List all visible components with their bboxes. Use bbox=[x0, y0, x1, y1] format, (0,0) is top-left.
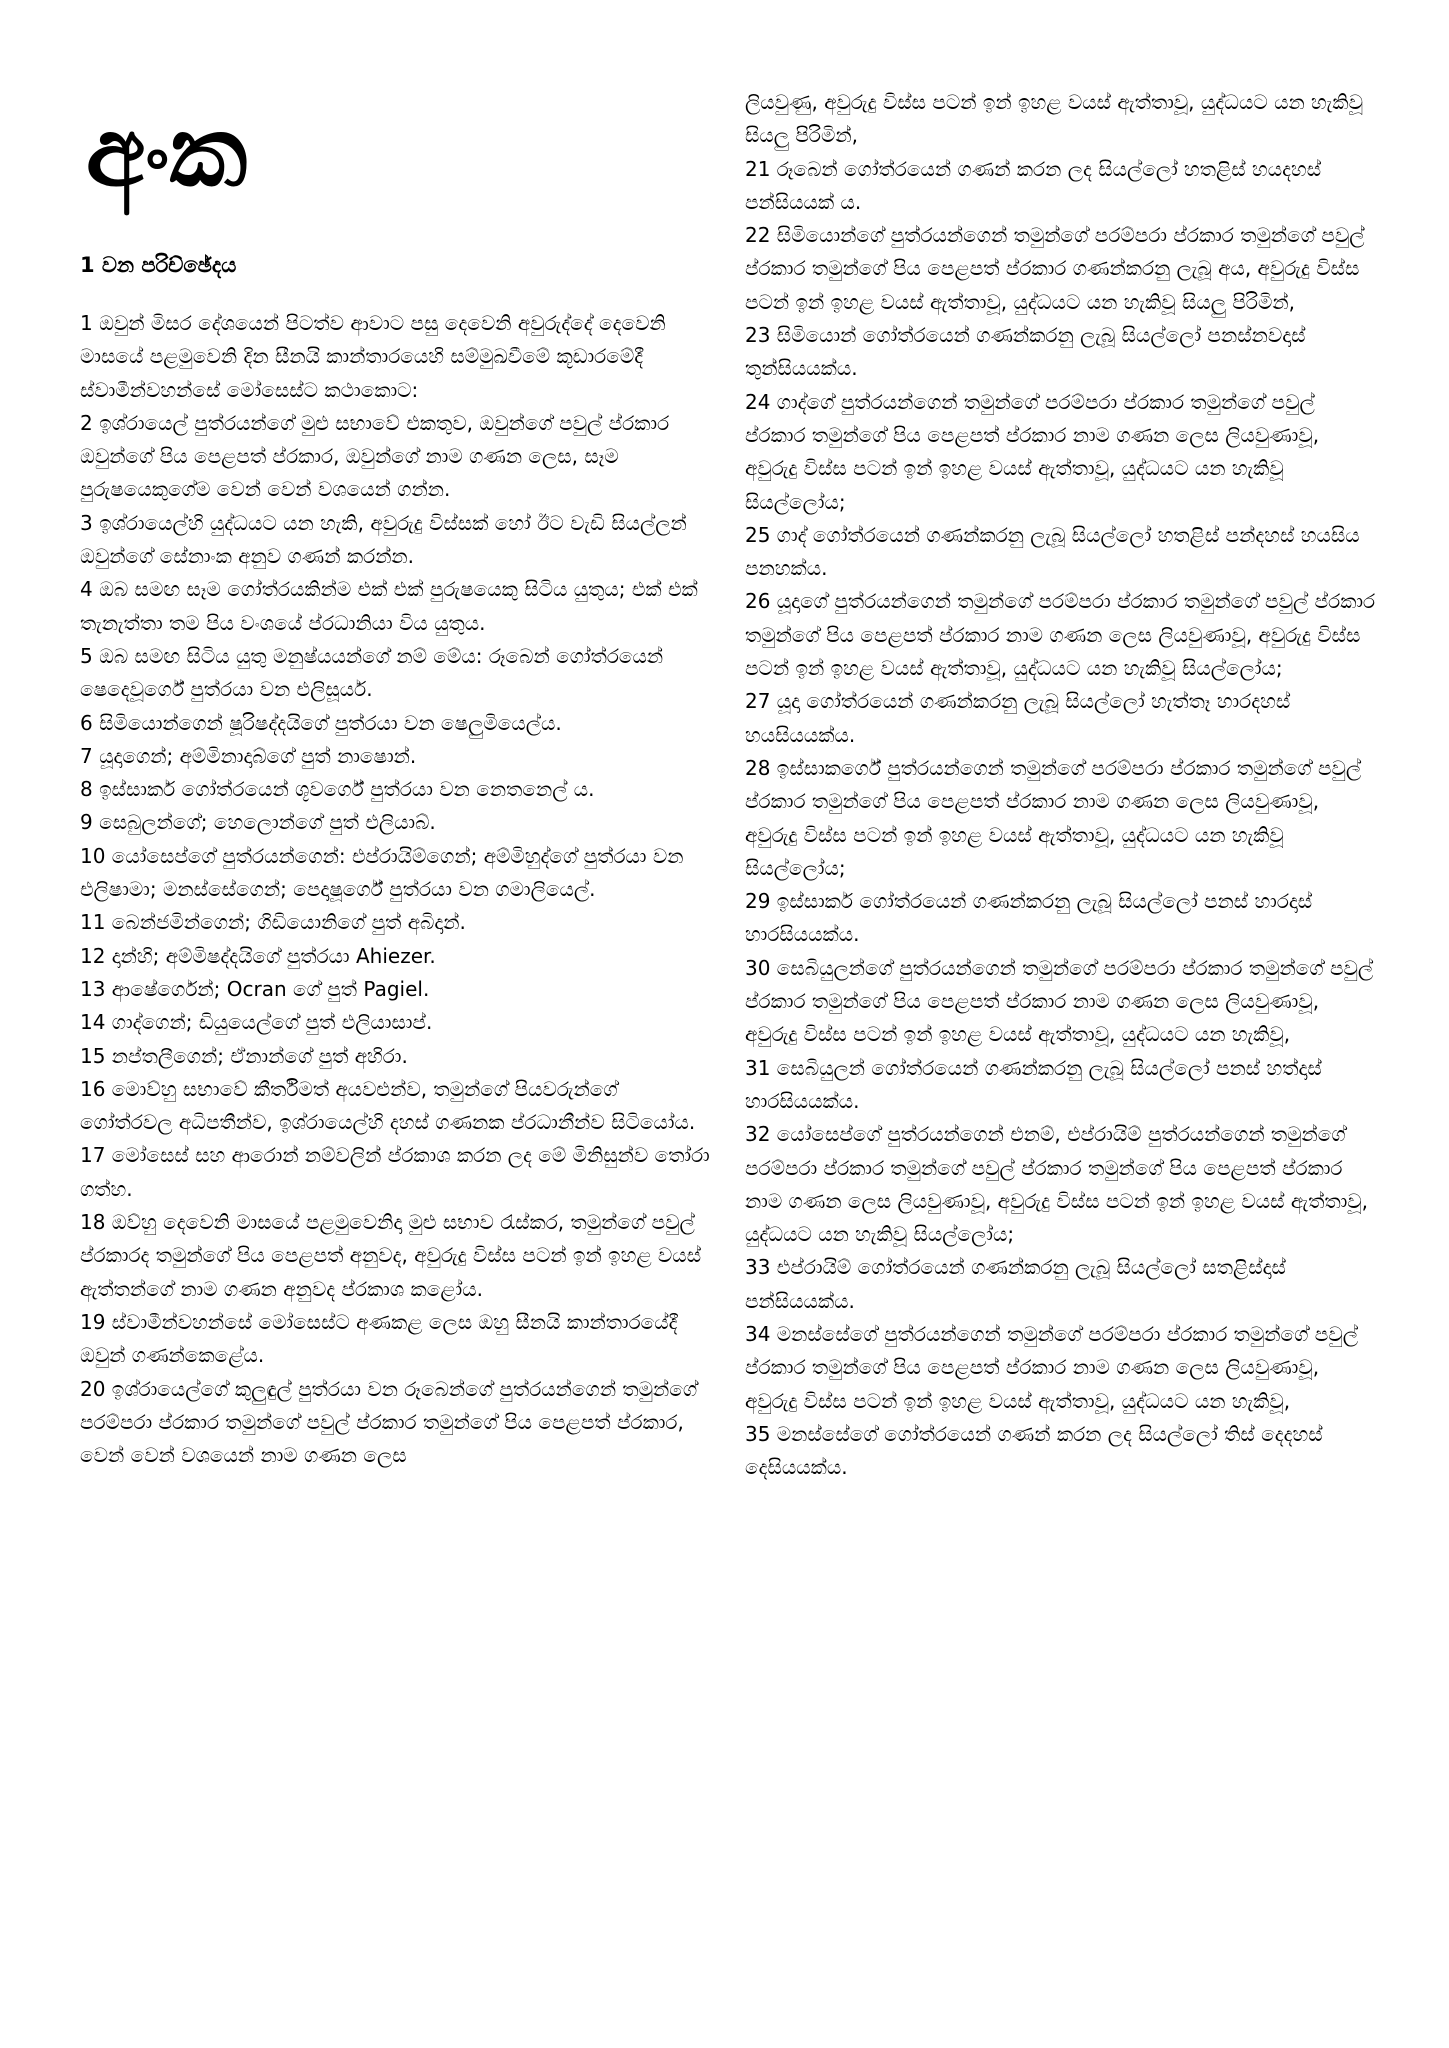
verse: 27 යූදා ගෝත්රයෙන් ගණන්කරනු ලැබූ සියල්ලෝ හැත්තෑ හාරදහස් හයසියයක්ය. bbox=[745, 689, 1291, 747]
verse: 23 සිමියොන් ගෝත්රයෙන් ගණන්කරනු ලැබූ සියල්ලෝ පනස්නවදාස් තුන්සියයක්ය. bbox=[745, 323, 1306, 381]
verse: 8 ඉස්සාකර් ගෝත්රයෙන් ශූවර්ගේ පුත්රයා වන නෙතනෙල් ය. bbox=[80, 777, 595, 802]
verse: 11 බෙන්ජමින්ගෙන්; ගිඩියොනිගේ පුත් අබිදාන්. bbox=[80, 910, 466, 935]
right-column bbox=[745, 86, 1377, 1484]
verse: 21 රූබෙන් ගෝත්රයෙන් ගණන් කරන ලද සියල්ලෝ හතළිස් හයදහස් පන්සියයක් ය. bbox=[745, 156, 1322, 214]
chapter-heading: 1 වන පරිච්ඡේදය bbox=[80, 253, 237, 277]
verse: 26 යූදාගේ පුත්රයන්ගෙන් තමුන්ගේ පරම්පරා ප්රකාර තමුන්ගේ පවුල් ප්රකාර තමුන්ගේ පිය පෙළපත් ප්රකාර නාම ගණන ලෙස ලියවුණාවූ, අවුරුදු විස්ස පටන් ඉන් ඉහළ වයස් ඇත්තාවූ, යුද්ධයට යන හැකිවූ සියල්ලෝය; bbox=[745, 589, 1376, 681]
verse: 1 ඔවුන් මිසර දේශයෙන් පිටත්ව ආවාට පසු දෙවෙනි අවුරුද්දේ දෙවෙනි මාසයේ පළමුවෙනි දින සීනයි කාන්තාරයෙහි සම්මුඛවීමේ කූඩාරමේදී ස්වාමීන්වහන්සේ මෝසෙස්ට කථාකොට: bbox=[80, 311, 666, 402]
verse: 4 ඔබ සමඟ සෑම ගෝත්රයකින්ම එක් එක් පුරුෂයෙකු සිටිය යුතුය; එක් එක් තැනැත්තා තම පිය වංශයේ ප්රධානියා විය යුතුය. bbox=[80, 577, 698, 635]
verse: 31 සෙබියුලන් ගෝත්රයෙන් ගණන්කරනු ලැබූ සියල්ලෝ පනස් හත්දාස් හාරසියයක්ය. bbox=[745, 1055, 1322, 1113]
verse: 30 සෙබියුලන්ගේ පුත්රයන්ගෙන් තමුන්ගේ පරම්පරා ප්රකාර තමුන්ගේ පවුල් ප්රකාර තමුන්ගේ පිය පෙළපත් ප්රකාර නාම ගණන ලෙස ලියවුණාවූ, අවුරුදු විස්ස පටන් ඉන් ඉහළ වයස් ඇත්තාවූ, යුද්ධයට යන හැකිවූ, bbox=[745, 955, 1374, 1047]
verse: 35 මනස්සේගේ ගෝත්රයෙන් ගණන් කරන ලද සියල්ලෝ තිස් දෙදහස් දෙසියයක්ය. bbox=[745, 1421, 1323, 1480]
verse: 7 යූදාගෙන්; අම්මිනාදාබ්ගේ පුත් නාෂොන්. bbox=[80, 743, 417, 768]
verse: 24 ගාද්ගේ පුත්රයන්ගෙන් තමුන්ගේ පරම්පරා ප්රකාර තමුන්ගේ පවුල් ප්රකාර තමුන්ගේ පිය පෙළපත් ප්රකාර නාම ගණන ලෙස ලියවුණාවූ, අවුරුදු විස්ස පටන් ඉන් ඉහළ වයස් ඇත්තාවූ, යුද්ධයට යන හැකිවූ සියල්ලෝය; bbox=[745, 389, 1320, 514]
verse: 22 සිමියොන්ගේ පුත්රයන්ගෙන් තමුන්ගේ පරම්පරා ප්රකාර තමුන්ගේ පවුල් ප්රකාර තමුන්ගේ පිය පෙළපත් ප්රකාර ගණන්කරනු ලැබූ අය, අවුරුදු විස්ස පටන් ඉන් ඉහළ වයස් ඇත්තාවූ, යුද්ධයට යන හැකිවූ සියලු පිරිමින්, bbox=[745, 223, 1365, 314]
verse: 25 ගාද් ගෝත්රයෙන් ගණන්කරනු ලැබූ සියල්ලෝ හතළිස් පන්දහස් හයසිය පනහක්ය. bbox=[745, 522, 1360, 581]
verse: 16 මොව්හු සභාවේ කීර්තිමත් අයවළුන්ව, තමුන්ගේ පියවරුන්ගේ ගෝත්රවල අධිපතීන්ව, ඉශ්රායෙල්හි දහස් ගණනක ප්රධානීන්ව සිටියෝය. bbox=[80, 1076, 696, 1135]
verse: 20 ඉශ්රායෙල්ගේ කුලුඳුල් පුත්රයා වන රූබෙන්ගේ පුත්රයන්ගෙන් තමුන්ගේ පරම්පරා ප්රකාර තමුන්ගේ පවුල් ප්රකාර තමුන්ගේ පිය පෙළපත් ප්රකාර, වෙන් වෙන් වශයෙන් නාම ගණන ලෙස bbox=[80, 1376, 698, 1468]
verse: 28 ඉස්සාකර්ගේ පුත්රයන්ගෙන් තමුන්ගේ පරම්පරා ප්රකාර තමුන්ගේ පවුල් ප්රකාර තමුන්ගේ පිය පෙළපත් ප්රකාර නාම ගණන ලෙස ලියවුණාවූ, අවුරුදු විස්ස පටන් ඉන් ඉහළ වයස් ඇත්තාවූ, යුද්ධයට යන හැකිවූ සියල්ලෝය; bbox=[745, 755, 1362, 880]
verse: 19 ස්වාමීන්වහන්සේ මෝසෙස්ට අණකළ ලෙස ඔහු සීනයි කාන්තාරයේදී ඔවුන් ගණන්කෙළේය. bbox=[80, 1309, 678, 1368]
left-column bbox=[80, 307, 710, 1472]
book-title: අංක bbox=[86, 96, 248, 208]
verse: 18 ඔව්හු දෙවෙනි මාසයේ පළමුවෙනිදා මුළු සභාව රැස්කර, තමුන්ගේ පවුල් ප්රකාරද තමුන්ගේ පිය පෙළපත් අනුවද, අවුරුදු විස්ස පටන් ඉන් ඉහළ වයස් ඇත්තන්ගේ නාම ගණන අනුවද ප්රකාශ කළෝය. bbox=[80, 1210, 702, 1301]
verse: 34 මනස්සේගේ පුත්රයන්ගෙන් තමුන්ගේ පරම්පරා ප්රකාර තමුන්ගේ පවුල් ප්රකාර තමුන්ගේ පිය පෙළපත් ප්රකාර නාම ගණන ලෙස ලියවුණාවූ, අවුරුදු විස්ස පටන් ඉන් ඉහළ වයස් ඇත්තාවූ, යුද්ධයට යන හැකිවූ, bbox=[745, 1321, 1358, 1413]
verse: 12 දාන්හි; අම්මිෂද්දයිගේ පුත්රයා Ahiezer. bbox=[80, 943, 436, 968]
verse: 15 නප්තලීගෙන්; ඒනාන්ගේ පුත් අහිරා. bbox=[80, 1043, 408, 1068]
verse: 3 ඉශ්රායෙල්හි යුද්ධයට යන හැකි, අවුරුදු විස්සක් හෝ ඊට වැඩි සියල්ලන් ඔවුන්ගේ සේනාංක අනුව ගණන් කරන්න. bbox=[80, 510, 687, 569]
verse: 10 යෝසෙප්ගේ පුත්රයන්ගෙන්: එප්රායිම්ගෙන්; අම්මිහුද්ගේ පුත්රයා වන එලිෂාමා; මනස්සේගෙන්; පෙදාෂූර්ගේ පුත්රයා වන ගමාලියෙල්. bbox=[80, 843, 684, 902]
verse: 17 මෝසෙස් සහ ආරොන් නම්වලින් ප්රකාශ කරන ලද මේ මිනිසුන්ව තෝරා ගත්හ. bbox=[80, 1143, 710, 1201]
verse: 13 ආෂේර්ගෙන්; Ocran ගේ පුත් Pagiel. bbox=[80, 976, 430, 1001]
verse: 14 ගාද්ගෙන්; ඩියුයෙල්ගේ පුත් එලියාසාප්. bbox=[80, 1010, 433, 1035]
verse: 33 එප්රායිම් ගෝත්රයෙන් ගණන්කරනු ලැබූ සියල්ලෝ සතළිස්දාස් පන්සියයක්ය. bbox=[745, 1255, 1286, 1313]
verse: 32 යෝසෙප්ගේ පුත්රයන්ගෙන් එනම්, එප්රායිම් පුත්රයන්ගෙන් තමුන්ගේ පරම්පරා ප්රකාර තමුන්ගේ පවුල් ප්රකාර තමුන්ගේ පිය පෙළපත් ප්රකාර නාම ගණන ලෙස ලියවුණාවූ, අවුරුදු විස්ස පටන් ඉන් ඉහළ වයස් ඇත්තාවූ, යුද්ධයට යන හැකිවූ සියල්ලෝය; bbox=[745, 1122, 1369, 1247]
verse: 5 ඔබ සමඟ සිටිය යුතු මනුෂ්යයන්ගේ නම් මේය: රූබෙන් ගෝත්රයෙන් ෂෙදෙවූර්ගේ පුත්රයා වන එලිසූර්ය. bbox=[80, 643, 664, 702]
verse: ලියවුණු, අවුරුදු විස්ස පටන් ඉන් ඉහළ වයස් ඇත්තාවූ, යුද්ධයට යන හැකිවූ සියලු පිරිමින්, bbox=[745, 90, 1363, 148]
verse: 9 සෙබුලන්ගේ; හෙලොන්ගේ පුත් එලියාබ්. bbox=[80, 810, 436, 835]
verse: 6 සිමියොන්ගෙන් ෂූරිෂද්දයිගේ පුත්රයා වන ෂෙලුමියෙල්ය. bbox=[80, 710, 562, 735]
verse: 2 ඉශ්රායෙල් පුත්රයන්ගේ මුළු සභාවේ එකතුව, ඔවුන්ගේ පවුල් ප්රකාර ඔවුන්ගේ පිය පෙළපත් ප්රකාර, ඔවුන්ගේ නාම ගණන ලෙස, සෑම පුරුෂයෙකුගේම වෙන් වෙන් වශයෙන් ගන්න. bbox=[80, 410, 670, 502]
verse: 29 ඉස්සාකර් ගෝත්රයෙන් ගණන්කරනු ලැබූ සියල්ලෝ පනස් හාරදාස් හාරසියයක්ය. bbox=[745, 889, 1313, 947]
